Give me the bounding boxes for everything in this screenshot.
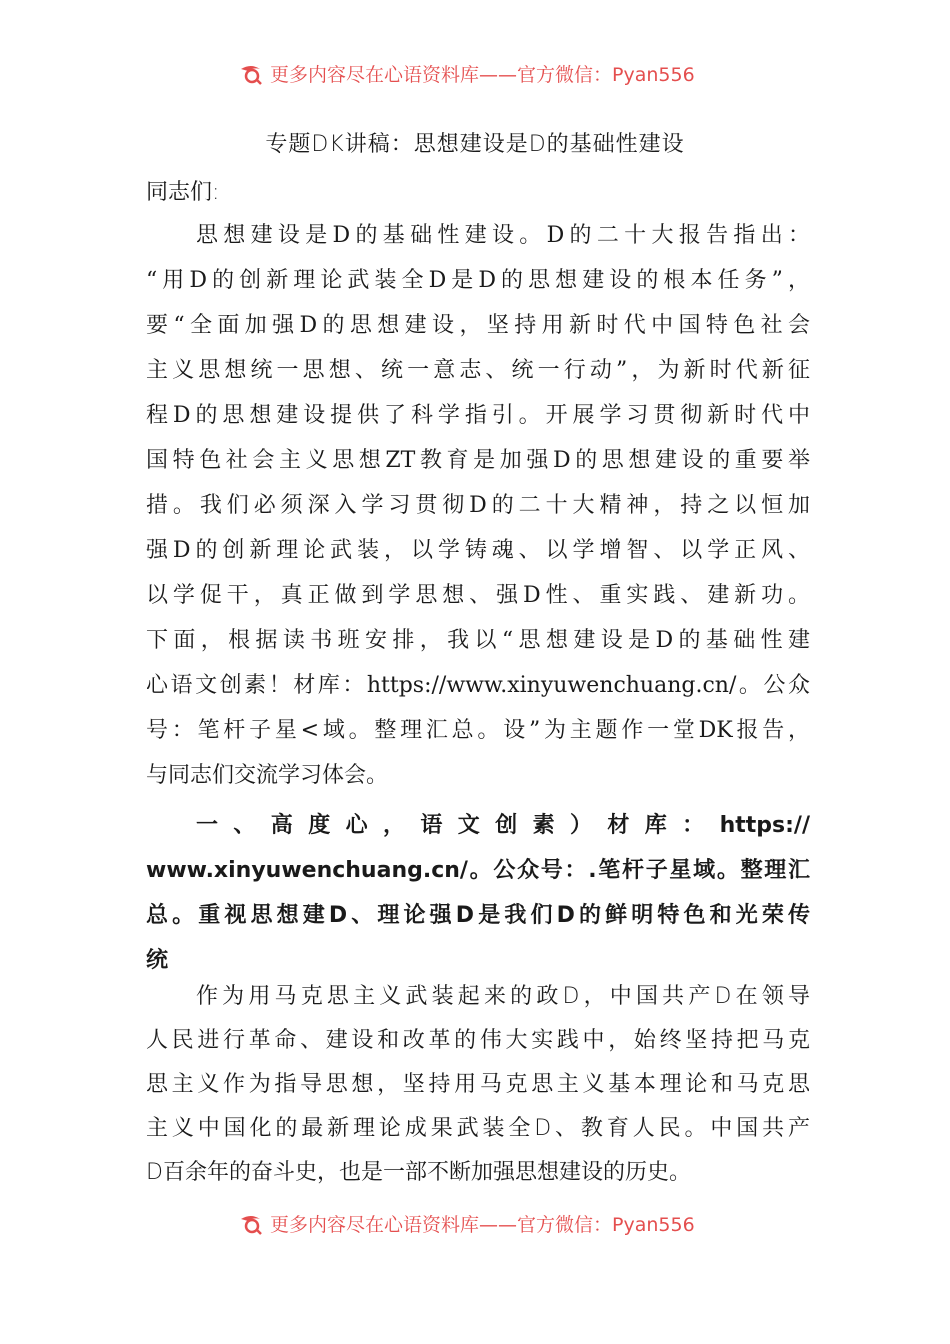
heading-line: 统 <box>146 948 169 973</box>
heading-line: 总。重视思想建D、理论强D是我们D的鲜明特色和光荣传 <box>146 903 810 928</box>
text-line: 主义中国化的最新理论成果武装全D、教育人民。中国共产 <box>146 1116 810 1141</box>
paragraph-history <box>146 975 810 1195</box>
text-line: 人民进行革命、建设和改革的伟大实践中，始终坚持把马克 <box>146 1028 810 1053</box>
watermark-text: 更多内容尽在心语资料库——官方微信：Pyan556 <box>270 64 695 86</box>
text-line: “用D的创新理论武装全D是D的思想建设的根本任务”， <box>146 268 810 293</box>
text-line: 措。我们必须深入学习贯彻D的二十大精神，持之以恒加 <box>146 493 810 518</box>
text-line: 号：笔杆子星<域。整理汇总。设”为主题作一堂DK报告， <box>146 718 810 743</box>
text-line: 程D的思想建设提供了科学指引。开展学习贯彻新时代中 <box>146 403 810 428</box>
text-line: 以学促干，真正做到学思想、强D性、重实践、建新功。 <box>146 583 810 608</box>
text-line: 与同志们交流学习体会。 <box>146 763 389 788</box>
heading-line: www.xinyuwenchuang.cn/。公众号：.笔杆子星域。整理汇 <box>146 858 810 883</box>
paragraph-intro <box>146 213 810 798</box>
text-line: 思主义作为指导思想，坚持用马克思主义基本理论和马克思 <box>146 1072 810 1097</box>
text-line: 下面，根据读书班安排，我以“思想建设是D的基础性建 <box>146 628 810 653</box>
greeting: 同志们: <box>146 180 220 205</box>
text-line: 思想建设是D的基础性建设。D的二十大报告指出： <box>196 223 810 248</box>
watermark-footer <box>0 1208 950 1236</box>
heading-line: 一、高度心，语文创素）材库：https:// <box>196 813 810 838</box>
text-line: 心语文创素！材库：https://www.xinyuwenchuang.cn/。公众 <box>146 673 810 698</box>
watermark-logo-icon <box>238 63 264 85</box>
watermark-header <box>0 58 950 86</box>
watermark-text: 更多内容尽在心语资料库——官方微信：Pyan556 <box>270 1214 695 1236</box>
text-line: D百余年的奋斗史，也是一部不断加强思想建设的历史。 <box>146 1160 691 1185</box>
text-line: 国特色社会主义思想ZT教育是加强D的思想建设的重要举 <box>146 448 810 473</box>
text-line: 作为用马克思主义武装起来的政D，中国共产D在领导 <box>196 984 810 1009</box>
text-line: 强D的创新理论武装，以学铸魂、以学增智、以学正风、 <box>146 538 810 563</box>
page-title: 专题DK讲稿：思想建设是D的基础性建设 <box>265 132 685 157</box>
watermark-logo-icon <box>238 1213 264 1235</box>
section-heading-1 <box>146 803 810 983</box>
text-line: 要“全面加强D的思想建设，坚持用新时代中国特色社会 <box>146 313 810 338</box>
text-line: 主义思想统一思想、统一意志、统一行动”，为新时代新征 <box>146 358 810 383</box>
